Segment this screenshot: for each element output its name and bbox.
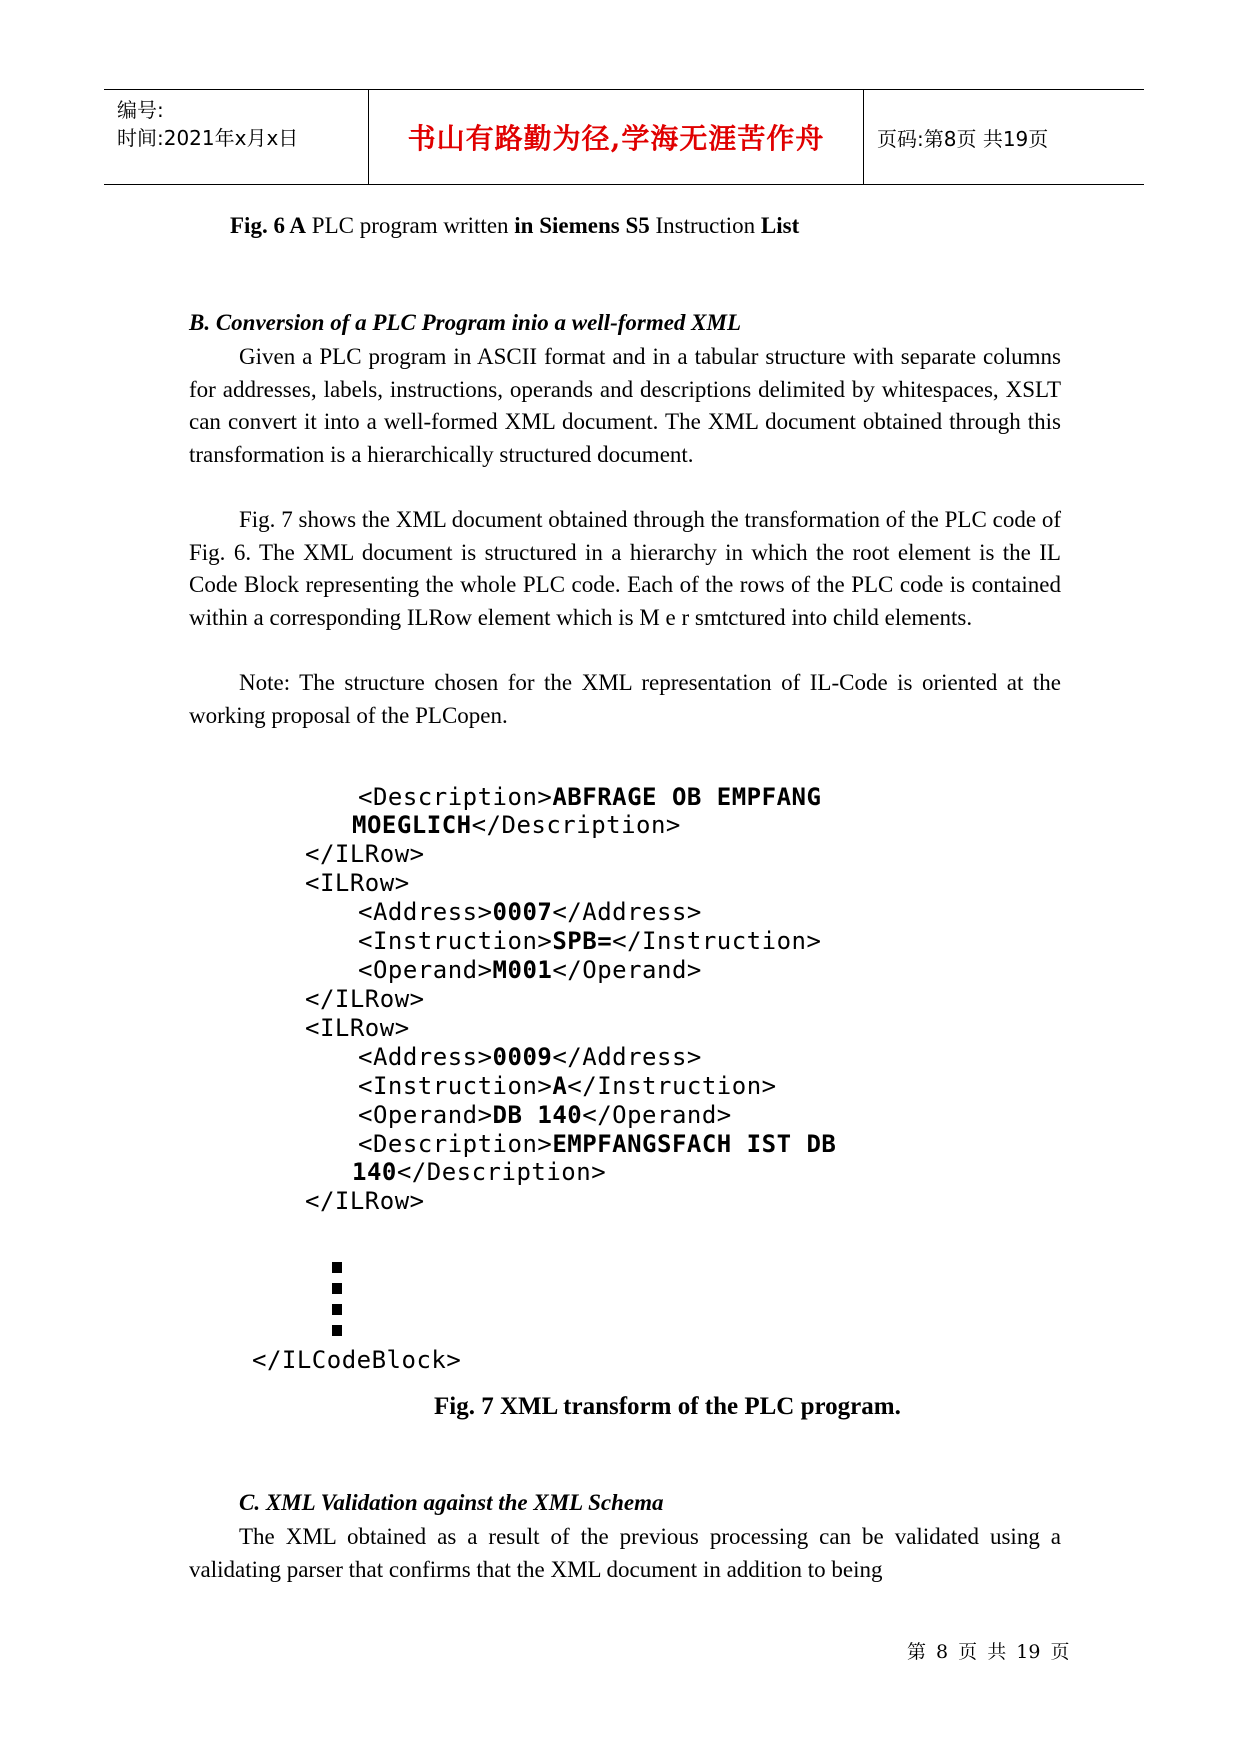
- time-label: 时间:2021年x月x日: [117, 126, 299, 150]
- code-line: </ILRow>: [305, 1187, 425, 1215]
- fig6-caption-part5: List: [760, 213, 800, 238]
- motto-text: 书山有路勤为径,学海无涯苦作舟: [407, 122, 825, 155]
- code-line: <ILRow>: [305, 869, 410, 897]
- header-left-cell: [104, 90, 369, 184]
- code-line: <Address>0009</Address>: [358, 1043, 702, 1071]
- section-b-paragraph-1: Given a PLC program in ASCII format and in a tabular structure with separate columns for addresses, labels, instructions, operands and descriptions delimited by whitespaces, XSLT can convert it into a well-formed XML document. The XML document obtained through this transformation is a hierarchically structured document.: [189, 344, 1061, 468]
- section-c-heading: C. XML Validation against the XML Schema: [239, 1490, 664, 1515]
- section-b-heading: B. Conversion of a PLC Program inio a well-formed XML: [189, 310, 742, 335]
- fig6-caption-part3: in Siemens S5: [514, 213, 650, 238]
- dot: [332, 1304, 342, 1315]
- section-b-paragraph-2: Fig. 7 shows the XML document obtained through the transformation of the PLC code of Fig. 6. The XML document is structured in a hierarchy in which the root element is the IL Code Block representing the whole PLC code. Each of the rows of the PLC code is contained within a corresponding ILRow element which is M e r smtctured into child elements.: [189, 507, 1061, 631]
- code-line: <Address>0007</Address>: [358, 898, 702, 926]
- ellipsis-dots: [332, 1262, 346, 1346]
- code-line: <Instruction>A</Instruction>: [358, 1072, 777, 1100]
- code-line: </ILRow>: [305, 840, 425, 868]
- code-line: </ILRow>: [305, 985, 425, 1013]
- fig6-caption-part4: Instruction: [649, 213, 761, 238]
- page-code: 页码:第8页 共19页: [877, 126, 1049, 151]
- code-line: <Operand>M001</Operand>: [358, 956, 702, 984]
- code-line: <Description>ABFRAGE OB EMPFANG: [358, 783, 822, 811]
- fig7-caption: Fig. 7 XML transform of the PLC program.: [434, 1393, 901, 1420]
- dot: [332, 1262, 342, 1273]
- code-line: <Description>EMPFANGSFACH IST DB: [358, 1130, 837, 1158]
- dot: [332, 1325, 342, 1336]
- section-c-paragraph-1: The XML obtained as a result of the previous processing can be validated using a validating parser that confirms that the XML document in addition to being: [189, 1524, 1061, 1582]
- section-b-paragraph-3: Note: The structure chosen for the XML representation of IL-Code is oriented at the working proposal of the PLCopen.: [189, 670, 1061, 728]
- header-motto-cell: [369, 90, 864, 184]
- code-line: MOEGLICH</Description>: [352, 811, 681, 839]
- fig6-caption: [230, 213, 799, 239]
- page-footer: 第 8 页 共 19 页: [907, 1641, 1070, 1663]
- code-line: 140</Description>: [352, 1158, 607, 1186]
- fig6-caption-part2: PLC program written: [306, 213, 515, 238]
- dot: [332, 1283, 342, 1294]
- serial-label: 编号:: [117, 98, 164, 122]
- code-line: </ILCodeBlock>: [252, 1346, 462, 1374]
- header-page-cell: [864, 90, 1144, 184]
- code-line: <Operand>DB 140</Operand>: [358, 1101, 732, 1129]
- code-line: <ILRow>: [305, 1014, 410, 1042]
- page-header: [104, 89, 1144, 185]
- code-line: <Instruction>SPB=</Instruction>: [358, 927, 822, 955]
- fig6-caption-part1: Fig. 6 A: [230, 213, 307, 238]
